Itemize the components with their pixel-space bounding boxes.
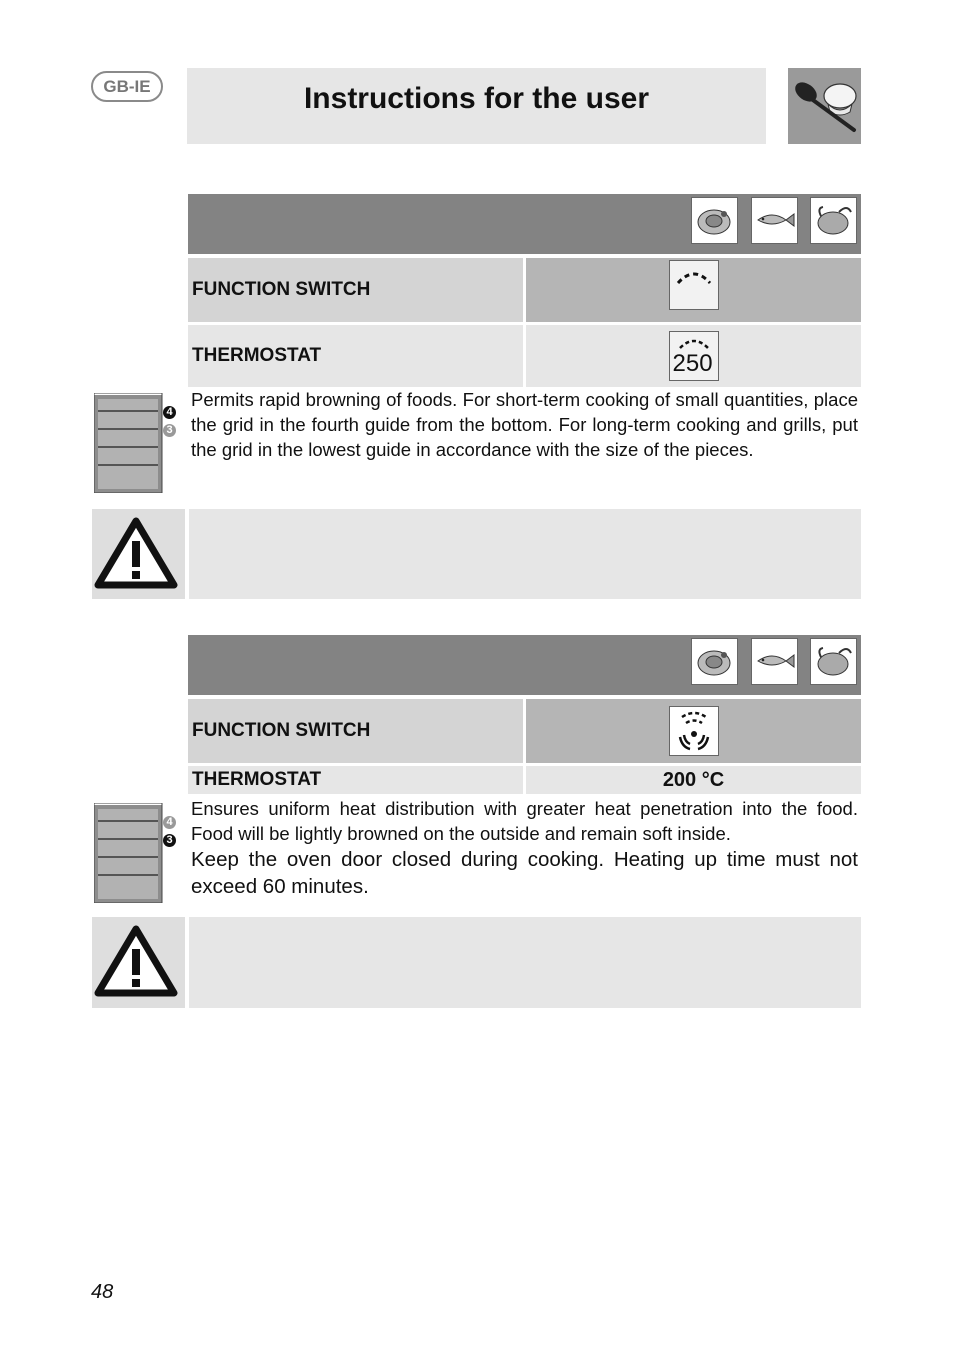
fish-icon [751, 638, 798, 685]
section2-door-note: Keep the oven door closed during cooking. Heating up time must not exceed 60 minutes. [191, 848, 858, 898]
fish-icon [751, 197, 798, 244]
function-switch-label: FUNCTION SWITCH [188, 699, 523, 763]
thermostat-dial-icon [669, 331, 719, 381]
function-switch-cell [526, 699, 861, 763]
grill-icon [669, 260, 719, 310]
warning-note-box [189, 509, 861, 599]
thermostat-label: THERMOSTAT [188, 325, 523, 387]
function-switch-label: FUNCTION SWITCH [188, 258, 523, 322]
rack-level-4: 4 [163, 816, 176, 829]
thermostat-value: 200 °C [526, 766, 861, 794]
language-badge: GB-IE [91, 71, 163, 102]
section2-description: Ensures uniform heat distribution with greater heat penetration into the food. Food will be lightly browned on the outside and remain soft inside. [191, 798, 858, 844]
poultry-icon [810, 638, 857, 685]
section2-header-band [188, 635, 861, 695]
rack-level-4: 4 [163, 406, 176, 419]
section1-header-band [188, 194, 861, 254]
warning-icon [92, 509, 185, 599]
meat-icon [691, 638, 738, 685]
page-number: 48 [91, 1281, 114, 1303]
chef-hat-spoon-icon [788, 68, 861, 144]
rack-level-3: 3 [163, 834, 176, 847]
warning-icon [92, 917, 185, 1008]
function-switch-cell [526, 258, 861, 322]
warning-note-box [189, 917, 861, 1008]
section1-description: Permits rapid browning of foods. For short-term cooking of small quantities, place the grid in the fourth guide from the bottom. For long-term cooking and grills, put the grid in the lowest guide in accordance with the size of the pieces. [191, 389, 858, 460]
fan-grill-icon [669, 706, 719, 756]
oven-rack-diagram [94, 803, 173, 903]
meat-icon [691, 197, 738, 244]
thermostat-cell [526, 325, 861, 387]
oven-rack-diagram [94, 393, 173, 493]
rack-level-3: 3 [163, 424, 176, 437]
page-title: Instructions for the user [303, 82, 650, 115]
poultry-icon [810, 197, 857, 244]
thermostat-value: 250 [672, 350, 713, 377]
thermostat-label: THERMOSTAT [188, 766, 523, 794]
